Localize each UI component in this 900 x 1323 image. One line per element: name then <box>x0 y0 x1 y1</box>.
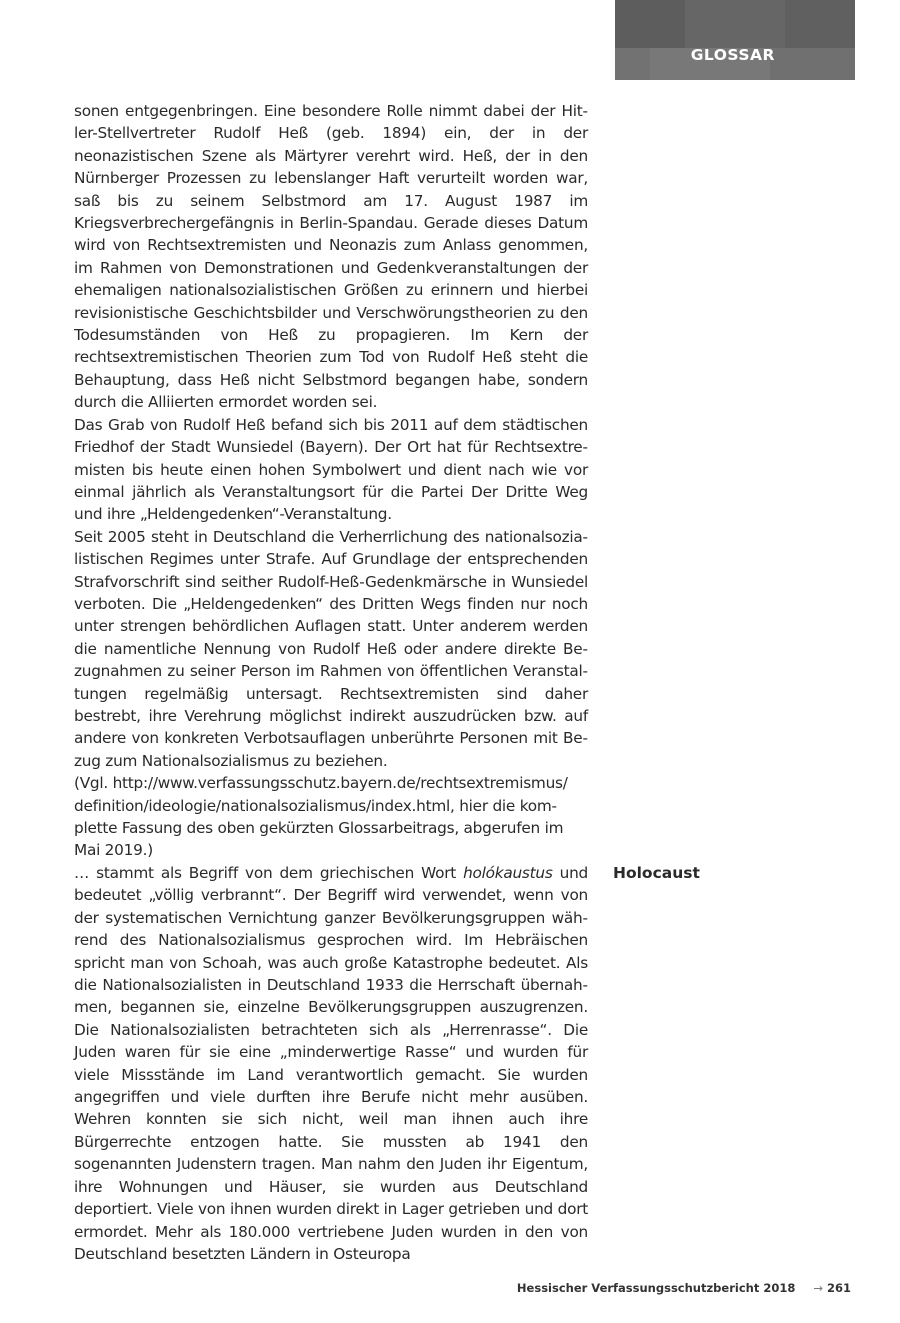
tab-pattern-cell <box>770 48 855 80</box>
text-segment: und bedeutet „völlig verbrannt“. Der Begriff wird verwendet, wenn von der systematischen Vernichtung ganzer Bevölkerungsgruppen während des Nationalsozialismus gesprochen wird. Im Hebräischen spricht man von Schoah, was auch große Katastrophe bedeutet. Als die Nationalsozialisten in Deutschland 1933 die Herrschaft übernahmen, begannen sie, einzelne Bevölkerungsgruppen auszugrenzen. Die Nationalsozialisten betrachteten sich als „Herrenrasse“. Die Juden waren für sie eine „minderwertige Rasse“ und wurden für viele Missstände im Land verantwortlich gemacht. Sie wurden angegriffen und viele durften ihre Berufe nicht mehr ausüben. Wehren konnten sie sich nicht, weil man ihnen auch ihre Bürgerrechte entzogen hatte. Sie mussten ab 1941 den sogenannten Judenstern tragen. Man nahm den Juden ihr Eigentum, ihre Wohnungen und Häuser, sie wurden aus Deutschland deportiert. Viele von ihnen wurden direkt in Lager getrieben und dort ermordet. Mehr als 180.000 vertriebene Juden wurden in den von Deutschland besetzten Ländern in Osteuropa <box>74 864 588 1263</box>
tab-pattern-cell <box>685 0 785 48</box>
paragraph: sonen entgegenbringen. Eine besondere Rolle nimmt dabei der Hitler-Stellvertreter Rudolf Heß (geb. 1894) ein, der in der neonazistischen Szene als Märtyrer verehrt wird. Heß, der in den Nürnberger Prozessen zu lebenslanger Haft verurteilt worden war, saß bis zu seinem Selbstmord am 17. August 1987 im Kriegsverbrechergefängnis in Berlin-Spandau. Gerade dieses Datum wird von Rechtsextremisten und Neonazis zum Anlass genommen, im Rahmen von Demonstrationen und Gedenkveranstaltungen der ehemaligen nationalsozialistischen Größen zu erinnern und hierbei revisionistische Geschichtsbilder und Verschwörungstheorien zu den Todesumständen von Heß zu propagieren. Im Kern der rechtsextremistischen Theorien zum Tod von Rudolf Heß steht die Behauptung, dass Heß nicht Selbstmord begangen habe, sondern durch die Alliierten ermordet worden sei. <box>74 102 588 412</box>
paragraph <box>74 862 588 1265</box>
text-segment: … stammt als Begriff von dem griechischen Wort <box>74 864 464 882</box>
section-tab <box>615 0 855 80</box>
tab-pattern-cell <box>615 48 650 80</box>
source-note: (Vgl. http://www.verfassungsschutz.bayern.de/rechtsextremismus/ definition/ideologie/nationalsozialismus/index.html, hier die komplette Fassung des oben gekürzten Glossarbeitrags, abgerufen im Mai 2019.) <box>74 774 568 860</box>
holocaust-definition <box>74 862 588 1265</box>
paragraph: Das Grab von Rudolf Heß befand sich bis 2011 auf dem städtischen Friedhof der Stadt Wunsiedel (Bayern). Der Ort hat für Rechtsextremisten bis heute einen hohen Symbolwert und dient nach wie vor einmal jährlich als Veranstaltungsort für die Partei Der Dritte Weg und ihre „Heldengedenken“-Veranstaltung. <box>74 415 588 524</box>
entry-continuation <box>74 100 588 862</box>
tab-pattern-cell <box>615 0 685 48</box>
paragraph: Seit 2005 steht in Deutschland die Verherrlichung des nationalsozialistischen Regimes unter Strafe. Auf Grundlage der entsprechenden Strafvorschrift sind seither Rudolf-Heß-Gedenkmärsche in Wunsiedel verboten. Die „Heldengedenken“ des Dritten Wegs finden nur noch unter strengen behördlichen Auflagen statt. Unter anderem werden die namentliche Nennung von Rudolf Heß oder andere direkte Bezugnahmen zu seiner Person im Rahmen von öffentlichen Veranstaltungen regelmäßig untersagt. Rechtsextremisten sind daher bestrebt, ihre Verehrung möglichst indirekt auszudrücken bzw. auf andere von konkreten Verbotsauflagen unberührte Personen mit Bezug zum Nationalsozialismus zu beziehen. <box>74 527 588 770</box>
publication-title: Hessischer Verfassungsschutzbericht 2018 <box>516 1281 796 1295</box>
page-number: 261 <box>826 1281 851 1295</box>
section-label: GLOSSAR <box>690 46 775 64</box>
page-footer <box>517 1281 851 1295</box>
greek-term: holókaustus <box>463 864 553 882</box>
tab-pattern-cell <box>785 0 855 48</box>
arrow-right-icon: → <box>813 1281 823 1295</box>
glossary-term-holocaust: Holocaust <box>613 864 700 882</box>
